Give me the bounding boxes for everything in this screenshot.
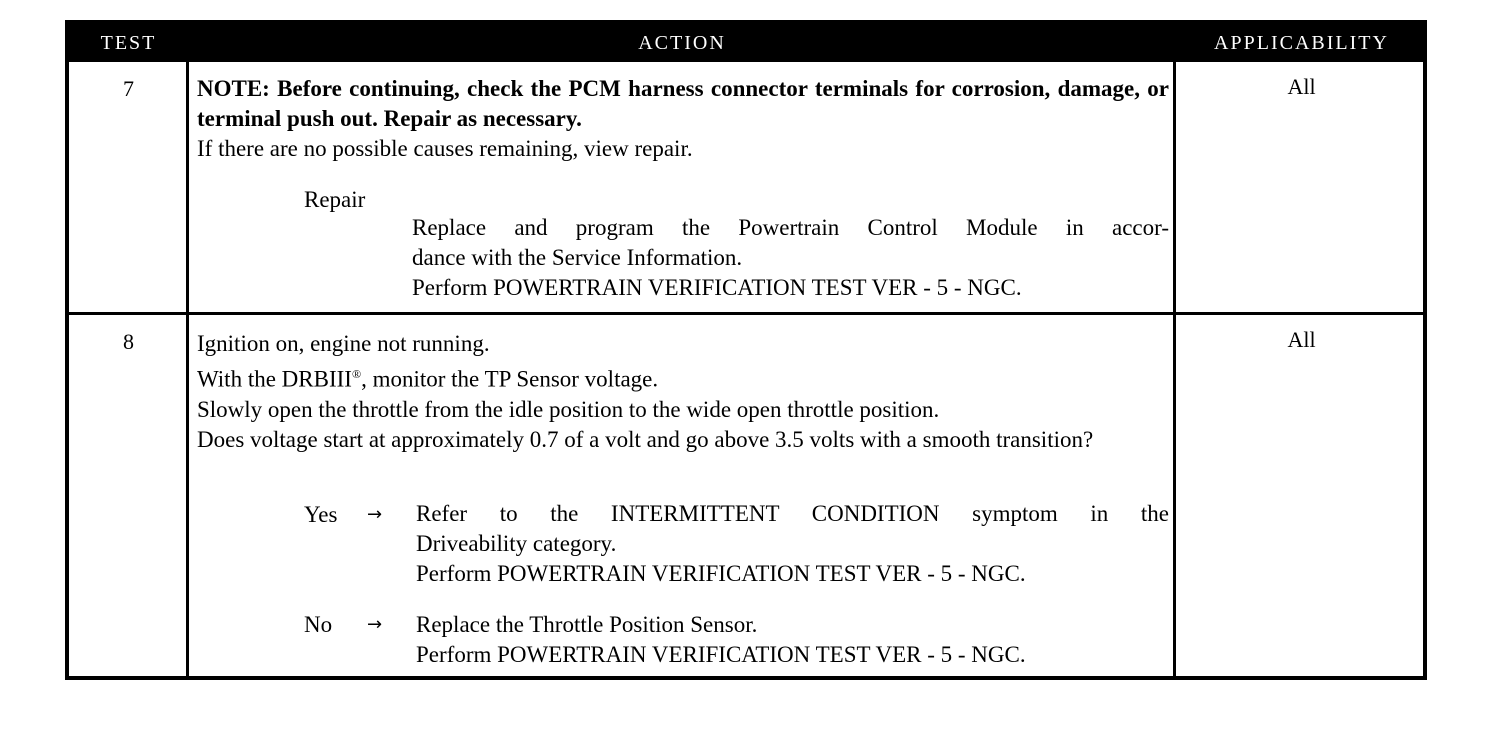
instruction-line [197, 359, 1169, 395]
yes-line: Refer to the INTERMITTENT CONDITION symptom in the [416, 501, 1169, 526]
no-instructions [416, 610, 1169, 670]
yes-line: Driveability category. [416, 531, 617, 556]
table-row [69, 315, 1423, 680]
table-header [69, 24, 1423, 62]
applicability-value: All [1287, 327, 1316, 352]
instruction-line: Ignition on, engine not running. [197, 331, 490, 356]
test-number: 7 [123, 76, 134, 101]
instruction-fragment: With the DRBIII [197, 366, 352, 392]
instruction-fragment: , monitor the TP Sensor voltage. [361, 366, 659, 392]
right-arrow-icon: → [367, 504, 383, 525]
yes-instructions [416, 499, 1169, 589]
yes-label: Yes [304, 502, 338, 527]
header-applicability: APPLICABILITY [1214, 32, 1389, 54]
table-row [69, 62, 1423, 312]
header-test: TEST [100, 32, 157, 54]
yes-line: Perform POWERTRAIN VERIFICATION TEST VER - 5 - NGC. [416, 561, 1026, 586]
header-action: ACTION [638, 32, 726, 54]
repair-line: dance with the Service Information. [412, 245, 743, 270]
repair-instructions [412, 213, 1169, 303]
instruction-text: If there are no possible causes remaining, view repair. [197, 136, 693, 161]
test-number: 8 [123, 329, 134, 354]
no-line: Replace the Throttle Position Sensor. [416, 612, 758, 637]
repair-label: Repair [304, 187, 366, 212]
no-line: Perform POWERTRAIN VERIFICATION TEST VER - 5 - NGC. [416, 642, 1026, 667]
diagnostic-table [65, 20, 1427, 680]
right-arrow-icon: → [367, 614, 383, 635]
action-text [197, 329, 1169, 455]
registered-mark: ® [351, 367, 362, 381]
instruction-line: Does voltage start at approximately 0.7 of a volt and go above 3.5 volts with a smooth transition? [197, 426, 1094, 452]
note-text: NOTE: Before continuing, check the PCM harness connector terminals for corrosion, damage, or terminal push out. Repair as necessary. [197, 76, 1169, 131]
no-label: No [304, 612, 333, 637]
repair-line: Replace and program the Powertrain Control Module in accor- [412, 215, 1169, 240]
action-text [197, 74, 1169, 164]
repair-line: Perform POWERTRAIN VERIFICATION TEST VER - 5 - NGC. [412, 275, 1022, 300]
applicability-value: All [1287, 74, 1316, 99]
instruction-line: Slowly open the throttle from the idle position to the wide open throttle position. [197, 396, 940, 422]
